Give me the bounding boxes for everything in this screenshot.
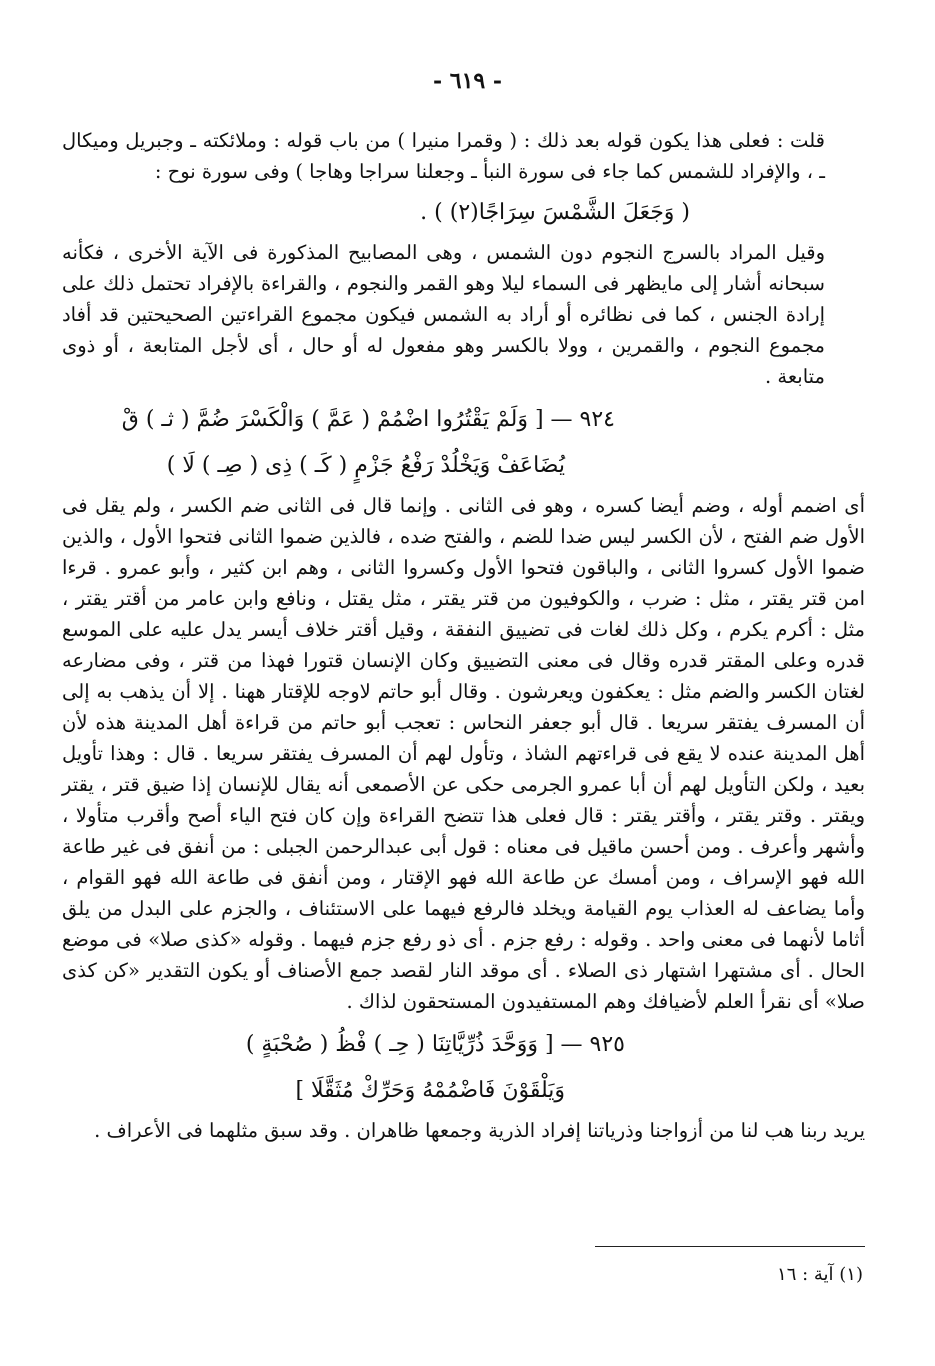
poem-924-line-2: يُضَاعَفْ وَيَخْلُدْ رَفْعُ جَزْمٍ ( كَـ ) ذِى ( صِـ ) لَا ) bbox=[166, 453, 565, 478]
poem-925-line-2: وَيَلْقَوْنَ فَاضْمُمْهُ وَحَرِّكْ مُثَقَّلَا ] bbox=[295, 1078, 565, 1103]
footnote: (١) آية : ١٦ bbox=[777, 1264, 863, 1285]
quran-verse: ( وَجَعَلَ الشَّمْسَ سِرَاجًا(٢) ) . bbox=[420, 200, 690, 225]
paragraph-3: أى اضمم أوله ، وضم أيضا كسره ، وهو فى الثانى . وإنما قال فى الثانى ضم الكسر ، ولم يقل فى الأول ضم الفتح ، لأن الكسر ليس ضدا للضم ، والفتح ضده ، فالذين ضموا الثانى فتحوا الأول ، والذين ضموا الأول كسروا الثانى ، والباقون فتحوا الأول وكسروا الثانى ، وهم ابن كثير ، وأبو عمرو . قرءا امن قتر يقتر ، مثل : ضرب ، والكوفيون من قتر يقتر ، مثل يقتل ، ونافع وابن عامر من أقتر يقتر ، مثل : أكرم يكرم ، وكل ذلك لغات فى تضييق النفقة ، وقيل أقتر خلاف أيسر يدل عليه على الموسع قدره وعلى المقتر قدره وقال فى معنى التضييق وكان الإنسان قتورا فهذا من قتر ، وفى مضارعه لغتان الكسر والضم مثل : يعكفون ويعرشون . وقال أبو حاتم لاوجه للإقتار ههنا . إلا أن يذهب به إلى أن المسرف يفتقر سريعا . قال أبو جعفر النحاس : تعجب أبو حاتم من قراءة أهل المدينة هذه لأن أهل المدينة عنده لا يقع فى قراءتهم الشاذ ، وتأول لهم أن المسرف يفتقر سريعا . قال : وهذا تأويل بعيد ، ولكن التأويل لهم أن أبا عمرو الجرمى حكى عن الأصمعى أنه يقال للإنسان إذا ضيق قتر ، يقتر ويقتر . وقتر يقتر ، وأقتر يقتر : قال فعلى هذا تتضح القراءة وإن كان فتح الياء أصح وأقرب متأولا ، وأشهر وأعرف . ومن أحسن ماقيل فى معناه : قول أبى عبدالرحمن الجبلى : من أنفق فى غير طاعة الله فهو الإسراف ، ومن أمسك عن طاعة الله فهو الإقتار ، ومن أنفق فى طاعة الله فهو القوام ، وأما يضاعف له العذاب يوم القيامة ويخلد فالرفع فيهما على الاستئناف ، والجزم على البدل من يلق أثاما لأنهما فى معنى واحد . وقوله : رفع جزم . أى ذو رفع جزم فيهما . وقوله «كذى صلا» فى موضع الحال . أى مشتهرا اشتهار ذى الصلاء . أى موقد النار لقصد جمع الأصناف أو يكون التقدير «كن كذى صلا» أى نقرأ العلم لأضيافك وهم المستفيدون المستحقون لذاك . bbox=[62, 494, 865, 1013]
poem-925-line-1: ٩٢٥ — [ وَوَحَّدَ ذُرِّيَّاتِنَا ( حِـ ) فْظُ ( صُحْبَةٍ ) bbox=[245, 1032, 625, 1057]
footnote-divider bbox=[595, 1246, 865, 1247]
poem-924-line-1: ٩٢٤ — [ وَلَمْ يَقْتُرُوا اضْمُمْ ( عَمَّ ) وَالْكَسْرَ ضُمَّ ( ثـ ) قْ bbox=[121, 407, 615, 432]
page-number: - ٦١٩ - bbox=[432, 68, 503, 94]
body-text bbox=[62, 125, 865, 1152]
paragraph-2: وقيل المراد بالسرج النجوم دون الشمس ، وهى المصابيح المذكورة فى الآية الأخرى ، فكأنه سبحانه أشار إلى مايظهر فى السماء ليلا وهو القمر والنجوم ، والقراءة بالإفراد تحتمل ذلك على إرادة الجنس ، كما فى نظائره أو أراد به الشمس فيكون مجموع القراءتين الصحيحتين قد أفاد مجموع النجوم ، والقمرين ، وولا بالكسر وهو مفعول له أو حال ، أى لأجل المتابعة ، أو ذوى متابعة . bbox=[62, 241, 825, 388]
paragraph-4: يريد ربنا هب لنا من أزواجنا وذرياتنا إفراد الذرية وجمعها ظاهران . وقد سبق مثلهما فى الأعراف . bbox=[94, 1119, 865, 1142]
paragraph-1: قلت : فعلى هذا يكون قوله بعد ذلك : ( وقمرا منيرا ) من باب قوله : وملائكته ـ وجبريل وميكال ـ ، والإفراد للشمس كما جاء فى سورة النبأ ـ وجعلنا سراجا وهاجا ) وفى سورة نوح : bbox=[62, 129, 825, 183]
